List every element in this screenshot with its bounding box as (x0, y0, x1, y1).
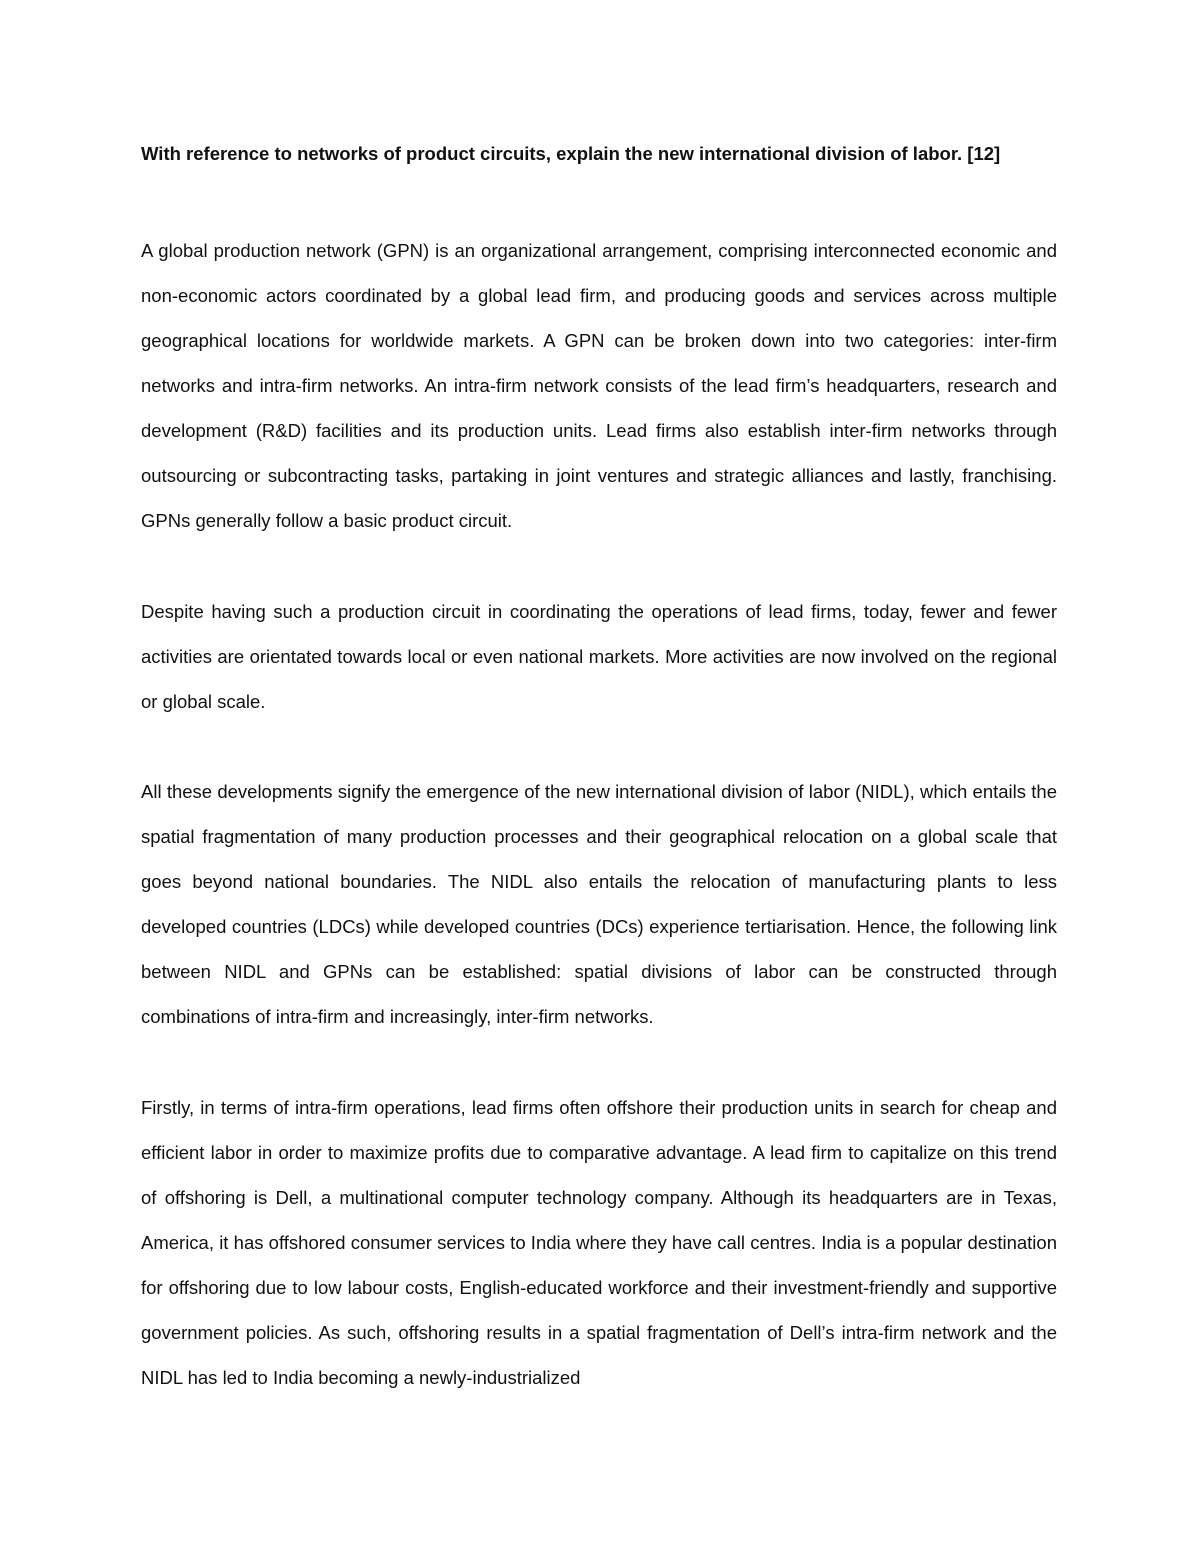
paragraph-intra-firm-offshoring: Firstly, in terms of intra-firm operations, lead firms often offshore their production units in search for cheap and efficient labor in order to maximize profits due to comparative advantage. A lead firm to capitalize on this trend of offshoring is Dell, a multinational computer technology company. Although its headquarters are in Texas, America, it has offshored consumer services to India where they have call centres. India is a popular destination for offshoring due to low labour costs, English-educated workforce and their investment-friendly and supportive government policies. As such, offshoring results in a spatial fragmentation of Dell’s intra-firm network and the NIDL has led to India becoming a newly-industrialized (141, 1097, 1057, 1388)
paragraph-gpn-definition: A global production network (GPN) is an organizational arrangement, comprising interconnected economic and non-economic actors coordinated by a global lead firm, and producing goods and services across multiple geographical locations for worldwide markets. A GPN can be broken down into two categories: inter-firm networks and intra-firm networks. An intra-firm network consists of the lead firm’s headquarters, research and development (R&D) facilities and its production units. Lead firms also establish inter-firm networks through outsourcing or subcontracting tasks, partaking in joint ventures and strategic alliances and lastly, franchising. GPNs generally follow a basic product circuit. (141, 240, 1057, 531)
paragraph-production-circuit: Despite having such a production circuit in coordinating the operations of lead firms, today, fewer and fewer activities are orientated towards local or even national markets. More activities are now involved on the regional or global scale. (141, 601, 1057, 712)
question-heading: With reference to networks of product circuits, explain the new international division of labor. [12] (141, 143, 1001, 164)
paragraph-nidl-emergence: All these developments signify the emergence of the new international division of labor (NIDL), which entails the spatial fragmentation of many production processes and their geographical relocation on a global scale that goes beyond national boundaries. The NIDL also entails the relocation of manufacturing plants to less developed countries (LDCs) while developed countries (DCs) experience tertiarisation. Hence, the following link between NIDL and GPNs can be established: spatial divisions of labor can be constructed through combinations of intra-firm and increasingly, inter-firm networks. (141, 781, 1057, 1027)
